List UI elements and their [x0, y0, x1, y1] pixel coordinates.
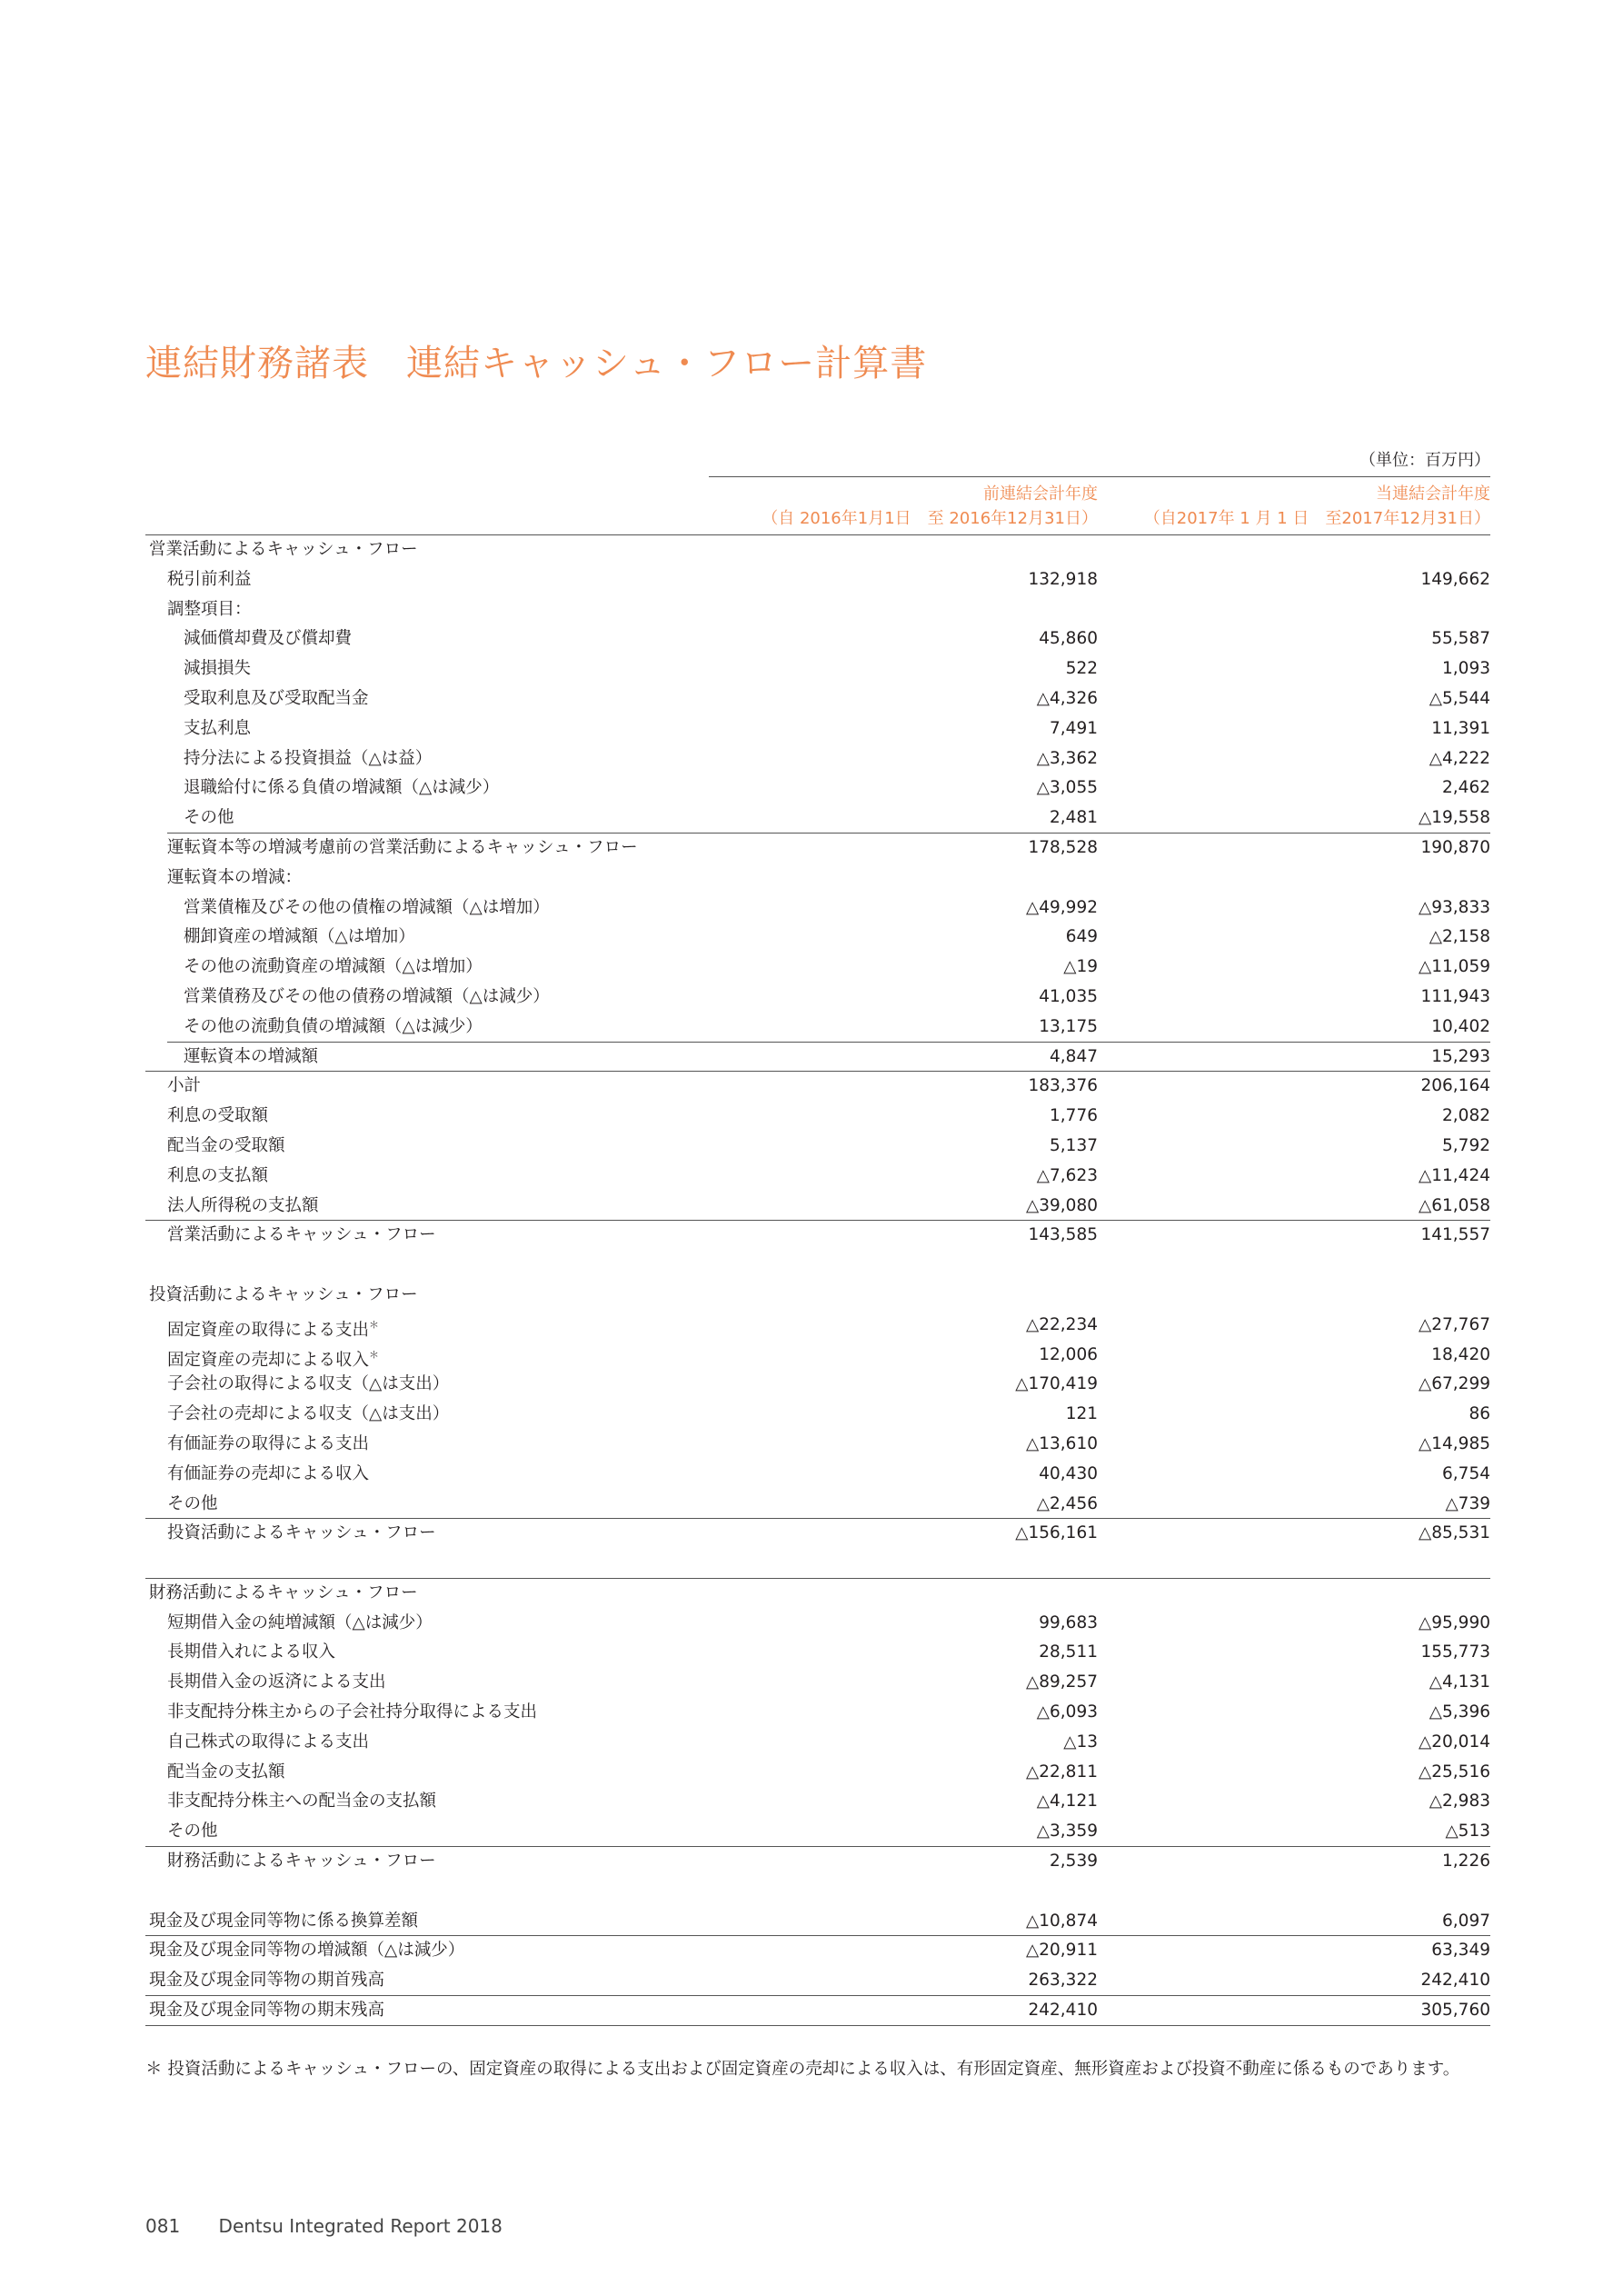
- row-label-text: 営業活動によるキャッシュ・フロー: [167, 1225, 436, 1245]
- row-label-text: 子会社の売却による収支（△は支出）: [167, 1404, 450, 1424]
- table-row: [145, 1102, 1490, 1132]
- row-label-text: 有価証券の売却による収入: [167, 1463, 370, 1483]
- value-prev-year: 5,137: [1050, 1135, 1098, 1155]
- value-prev-year: 522: [1065, 659, 1098, 679]
- value-curr-year: 206,164: [1420, 1076, 1490, 1096]
- row-label-text: その他の流動負債の増減額（△は減少）: [184, 1016, 483, 1036]
- column-header-curr-period: （自2017年 1 月 1 日 至2017年12月31日）: [1143, 509, 1490, 528]
- row-label-text: 長期借入れによる収入: [167, 1642, 336, 1662]
- value-curr-year: 141,557: [1420, 1225, 1490, 1245]
- row-label: [167, 1787, 436, 1817]
- value-prev-year: △3,362: [1036, 748, 1098, 768]
- footnote-marker: ＊: [369, 1318, 380, 1331]
- row-label: [184, 714, 251, 744]
- table-row: [145, 565, 1490, 595]
- value-prev-year: 143,585: [1028, 1225, 1098, 1245]
- row-label-text: 固定資産の取得による支出: [167, 1320, 370, 1340]
- value-curr-year: 5,792: [1442, 1135, 1490, 1155]
- row-label-text: 子会社の取得による収支（△は支出）: [167, 1374, 450, 1394]
- value-prev-year: 28,511: [1039, 1642, 1098, 1662]
- row-label-text: 財務活動によるキャッシュ・フロー: [149, 1582, 418, 1602]
- value-curr-year: 242,410: [1420, 1971, 1490, 1991]
- row-label: [167, 565, 252, 595]
- value-curr-year: 6,097: [1442, 1911, 1490, 1931]
- row-label-text: その他: [184, 808, 234, 828]
- table-row: [145, 1668, 1490, 1698]
- value-curr-year: 10,402: [1431, 1016, 1490, 1036]
- value-curr-year: △2,158: [1429, 927, 1490, 947]
- value-curr-year: 190,870: [1420, 837, 1490, 857]
- row-label: [167, 1698, 537, 1728]
- row-label-text: 現金及び現金同等物に係る換算差額: [149, 1911, 419, 1931]
- row-label: [167, 1490, 218, 1520]
- value-prev-year: 263,322: [1028, 1971, 1098, 1991]
- row-label-text: 税引前利益: [167, 569, 252, 589]
- table-spacer-row: [145, 1549, 1490, 1579]
- table-row: [145, 1400, 1490, 1430]
- row-label: [167, 1817, 218, 1847]
- value-curr-year: △20,014: [1419, 1732, 1490, 1752]
- row-label-text: 財務活動によるキャッシュ・フロー: [167, 1852, 436, 1872]
- row-label-text: 現金及び現金同等物の期末残高: [149, 2001, 385, 2021]
- table-row: [145, 654, 1490, 684]
- table-row: [145, 1013, 1490, 1043]
- row-label: [149, 1936, 464, 1966]
- row-label-text: その他: [167, 1493, 218, 1513]
- column-header-curr-title: 当連結会計年度: [1376, 484, 1490, 504]
- unit-note: （単位：百万円）: [1359, 451, 1490, 470]
- value-curr-year: △513: [1445, 1822, 1490, 1842]
- cash-flow-table: [145, 534, 1490, 2026]
- table-row: [145, 1460, 1490, 1490]
- row-label: [167, 1072, 201, 1102]
- table-row: [145, 1698, 1490, 1728]
- table-row: [145, 1490, 1490, 1520]
- row-label-text: 有価証券の取得による支出: [167, 1433, 370, 1453]
- table-row: [145, 1043, 1490, 1073]
- table-row: [145, 1311, 1490, 1341]
- value-curr-year: △85,531: [1419, 1523, 1490, 1543]
- row-label-text: 非支配持分株主からの子会社持分取得による支出: [167, 1702, 538, 1722]
- table-row: [145, 1132, 1490, 1162]
- table-spacer-row: [145, 1877, 1490, 1907]
- table-row: [145, 1936, 1490, 1966]
- value-prev-year: 12,006: [1039, 1344, 1098, 1364]
- value-curr-year: 63,349: [1431, 1941, 1490, 1961]
- row-label: [149, 535, 418, 565]
- value-curr-year: △4,222: [1429, 748, 1490, 768]
- table-row: [145, 1192, 1490, 1222]
- table-row: [145, 1072, 1490, 1102]
- table-row: [145, 1817, 1490, 1847]
- value-prev-year: △3,055: [1036, 778, 1098, 798]
- value-curr-year: 2,082: [1442, 1106, 1490, 1126]
- row-label-text: 減価償却費及び償却費: [184, 629, 353, 649]
- value-prev-year: △4,121: [1036, 1792, 1098, 1812]
- row-label: [167, 834, 638, 863]
- value-prev-year: 649: [1065, 927, 1098, 947]
- row-label-text: 運転資本の増減：: [167, 867, 303, 887]
- row-label: [167, 1430, 369, 1460]
- value-prev-year: △2,456: [1036, 1493, 1098, 1513]
- footnote: ＊ 投資活動によるキャッシュ・フローの、固定資産の取得による支出および固定資産の売却による収入は、有形固定資産、無形資産および投資不動産に係るものであります。: [145, 2060, 1460, 2079]
- value-prev-year: △170,419: [1015, 1374, 1098, 1394]
- table-row: [145, 893, 1490, 923]
- value-prev-year: 183,376: [1028, 1076, 1098, 1096]
- value-curr-year: 305,760: [1420, 2001, 1490, 2021]
- row-label: [149, 1907, 418, 1937]
- value-curr-year: 6,754: [1442, 1463, 1490, 1483]
- column-header-prev: [762, 482, 1098, 531]
- row-label: [149, 1966, 384, 1996]
- value-prev-year: △10,874: [1026, 1911, 1098, 1931]
- column-header-prev-title: 前連結会計年度: [983, 484, 1098, 504]
- value-curr-year: 18,420: [1431, 1344, 1490, 1364]
- value-prev-year: 13,175: [1039, 1016, 1098, 1036]
- row-label: [184, 624, 352, 654]
- table-row: [145, 953, 1490, 983]
- value-prev-year: △49,992: [1026, 897, 1098, 917]
- value-curr-year: △95,990: [1419, 1612, 1490, 1632]
- value-prev-year: △7,623: [1036, 1165, 1098, 1185]
- row-label-text: 退職給付に係る負債の増減額（△は減少）: [184, 778, 500, 798]
- row-label: [184, 684, 369, 714]
- table-row: [145, 834, 1490, 863]
- value-curr-year: △5,544: [1429, 688, 1490, 708]
- row-label-text: 短期借入金の純増減額（△は減少）: [167, 1612, 433, 1632]
- page-title: 連結財務諸表 連結キャッシュ・フロー計算書: [145, 343, 928, 384]
- value-curr-year: △27,767: [1419, 1314, 1490, 1334]
- value-curr-year: 111,943: [1420, 986, 1490, 1006]
- table-row: [145, 983, 1490, 1013]
- row-label: [149, 1281, 418, 1311]
- value-prev-year: 2,539: [1050, 1852, 1098, 1872]
- row-label: [184, 804, 234, 834]
- table-row: [145, 624, 1490, 654]
- value-curr-year: 155,773: [1420, 1642, 1490, 1662]
- value-curr-year: △93,833: [1419, 897, 1490, 917]
- value-curr-year: △5,396: [1429, 1702, 1490, 1722]
- value-curr-year: 149,662: [1420, 569, 1490, 589]
- value-curr-year: △739: [1445, 1493, 1490, 1513]
- row-label-text: 調整項目：: [167, 599, 252, 619]
- table-row: [145, 863, 1490, 893]
- table-row: [145, 1519, 1490, 1549]
- row-label: [184, 654, 251, 684]
- row-label-text: 棚卸資産の増減額（△は増加）: [184, 927, 415, 947]
- value-curr-year: 1,226: [1442, 1852, 1490, 1872]
- row-label: [167, 1758, 285, 1788]
- value-prev-year: △39,080: [1026, 1195, 1098, 1215]
- table-row: [145, 804, 1490, 834]
- row-label-text: 営業債務及びその他の債務の増減額（△は減少）: [184, 986, 550, 1006]
- row-label: [167, 1847, 436, 1877]
- row-label: [167, 1192, 319, 1222]
- value-prev-year: 41,035: [1039, 986, 1098, 1006]
- value-curr-year: 2,462: [1442, 778, 1490, 798]
- row-label: [184, 923, 415, 953]
- table-row: [145, 1758, 1490, 1788]
- row-label-text: 配当金の受取額: [167, 1135, 285, 1155]
- row-label: [184, 983, 550, 1013]
- table-row: [145, 1638, 1490, 1668]
- header-rule: [709, 476, 1490, 477]
- value-prev-year: 132,918: [1028, 569, 1098, 589]
- row-label-text: 投資活動によるキャッシュ・フロー: [167, 1523, 436, 1543]
- value-prev-year: 4,847: [1050, 1046, 1098, 1066]
- row-label: [184, 893, 550, 923]
- row-label-text: 受取利息及び受取配当金: [184, 688, 369, 708]
- footnote-marker: ＊: [369, 1348, 380, 1361]
- row-label: [167, 1400, 449, 1430]
- value-curr-year: 86: [1469, 1404, 1490, 1424]
- row-label-text: 非支配持分株主への配当金の支払額: [167, 1792, 437, 1812]
- value-prev-year: △20,911: [1026, 1941, 1098, 1961]
- row-label-text: 営業活動によるキャッシュ・フロー: [149, 540, 418, 559]
- row-label-text: 現金及び現金同等物の増減額（△は減少）: [149, 1941, 465, 1961]
- value-curr-year: 11,391: [1431, 718, 1490, 738]
- row-label: [167, 1162, 268, 1192]
- row-label-text: 運転資本等の増減考慮前の営業活動によるキャッシュ・フロー: [167, 837, 638, 857]
- table-row: [145, 1609, 1490, 1639]
- table-row: [145, 1996, 1490, 2026]
- value-curr-year: 15,293: [1431, 1046, 1490, 1066]
- value-prev-year: 242,410: [1028, 2001, 1098, 2021]
- value-prev-year: △22,811: [1026, 1762, 1098, 1782]
- value-curr-year: 55,587: [1431, 629, 1490, 649]
- table-row: [145, 684, 1490, 714]
- table-row: [145, 1430, 1490, 1460]
- value-curr-year: △19,558: [1419, 808, 1490, 828]
- table-row: [145, 774, 1490, 804]
- row-label-text: 利息の支払額: [167, 1165, 269, 1185]
- row-label: [167, 1132, 285, 1162]
- table-row: [145, 535, 1490, 565]
- row-label-text: 利息の受取額: [167, 1106, 269, 1126]
- value-curr-year: △61,058: [1419, 1195, 1490, 1215]
- row-label-text: その他: [167, 1822, 218, 1842]
- value-prev-year: △22,234: [1026, 1314, 1098, 1334]
- value-curr-year: △2,983: [1429, 1792, 1490, 1812]
- value-prev-year: △89,257: [1026, 1672, 1098, 1692]
- row-label: [184, 953, 483, 983]
- row-label: [184, 1013, 483, 1043]
- table-row: [145, 1728, 1490, 1758]
- value-prev-year: 1,776: [1050, 1106, 1098, 1126]
- row-label-text: 投資活動によるキャッシュ・フロー: [149, 1284, 418, 1304]
- row-label: [167, 1728, 369, 1758]
- table-row: [145, 1579, 1490, 1609]
- row-label-text: 支払利息: [184, 718, 252, 738]
- value-curr-year: △67,299: [1419, 1374, 1490, 1394]
- value-prev-year: △13,610: [1026, 1433, 1098, 1453]
- row-label: [167, 1519, 436, 1549]
- table-row: [145, 1221, 1490, 1251]
- row-label-text: 自己株式の取得による支出: [167, 1732, 370, 1752]
- table-row: [145, 595, 1490, 625]
- row-label: [167, 1609, 433, 1639]
- row-label-text: 固定資産の売却による収入: [167, 1350, 370, 1370]
- row-label: [167, 595, 252, 625]
- table-row: [145, 1787, 1490, 1817]
- row-label-text: 持分法による投資損益（△は益）: [184, 748, 433, 768]
- value-curr-year: 1,093: [1442, 659, 1490, 679]
- row-label-text: 現金及び現金同等物の期首残高: [149, 1971, 385, 1991]
- table-row: [145, 1281, 1490, 1311]
- row-label-text: 長期借入金の返済による支出: [167, 1672, 386, 1692]
- row-label-text: 小計: [167, 1076, 202, 1096]
- row-label-text: 法人所得税の支払額: [167, 1195, 319, 1215]
- table-row: [145, 1162, 1490, 1192]
- value-curr-year: △25,516: [1419, 1762, 1490, 1782]
- value-prev-year: 178,528: [1028, 837, 1098, 857]
- row-label: [167, 863, 302, 893]
- row-label: [167, 1370, 449, 1400]
- row-label: [184, 1043, 318, 1073]
- value-curr-year: △11,424: [1419, 1165, 1490, 1185]
- value-prev-year: 2,481: [1050, 808, 1098, 828]
- report-name: Dentsu Integrated Report 2018: [218, 2215, 503, 2237]
- table-row: [145, 744, 1490, 774]
- table-row: [145, 714, 1490, 744]
- value-prev-year: △3,359: [1036, 1822, 1098, 1842]
- value-prev-year: 7,491: [1050, 718, 1098, 738]
- row-label-text: その他の流動資産の増減額（△は増加）: [184, 957, 483, 977]
- column-header-prev-period: （自 2016年1月1日 至 2016年12月31日）: [762, 509, 1098, 528]
- table-row: [145, 1907, 1490, 1937]
- page-footer: [145, 2215, 503, 2237]
- table-row: [145, 1370, 1490, 1400]
- value-prev-year: △6,093: [1036, 1702, 1098, 1722]
- row-label: [167, 1668, 386, 1698]
- row-label: [167, 1221, 436, 1251]
- row-label: [184, 744, 432, 774]
- row-label: [167, 1460, 369, 1490]
- column-header-curr: [1144, 482, 1490, 531]
- value-prev-year: 121: [1065, 1404, 1098, 1424]
- row-label: [149, 1996, 384, 2026]
- row-label-text: 減損損失: [184, 659, 252, 679]
- row-label-text: 運転資本の増減額: [184, 1046, 319, 1066]
- value-prev-year: △13: [1063, 1732, 1098, 1752]
- row-label-text: 配当金の支払額: [167, 1762, 285, 1782]
- row-label: [167, 1638, 335, 1668]
- value-prev-year: 45,860: [1039, 629, 1098, 649]
- value-prev-year: △156,161: [1015, 1523, 1098, 1543]
- table-row: [145, 1966, 1490, 1996]
- value-curr-year: △14,985: [1419, 1433, 1490, 1453]
- row-label-text: 営業債権及びその他の債権の増減額（△は増加）: [184, 897, 550, 917]
- value-prev-year: 40,430: [1039, 1463, 1098, 1483]
- page-number: 081: [145, 2215, 181, 2237]
- value-curr-year: △4,131: [1429, 1672, 1490, 1692]
- table-row: [145, 1847, 1490, 1877]
- table-row: [145, 1341, 1490, 1371]
- value-prev-year: △4,326: [1036, 688, 1098, 708]
- row-label: [184, 774, 499, 804]
- row-label: [149, 1579, 418, 1609]
- value-prev-year: 99,683: [1039, 1612, 1098, 1632]
- value-curr-year: △11,059: [1419, 957, 1490, 977]
- table-spacer-row: [145, 1251, 1490, 1281]
- table-row: [145, 923, 1490, 953]
- value-prev-year: △19: [1063, 957, 1098, 977]
- row-label: [167, 1102, 268, 1132]
